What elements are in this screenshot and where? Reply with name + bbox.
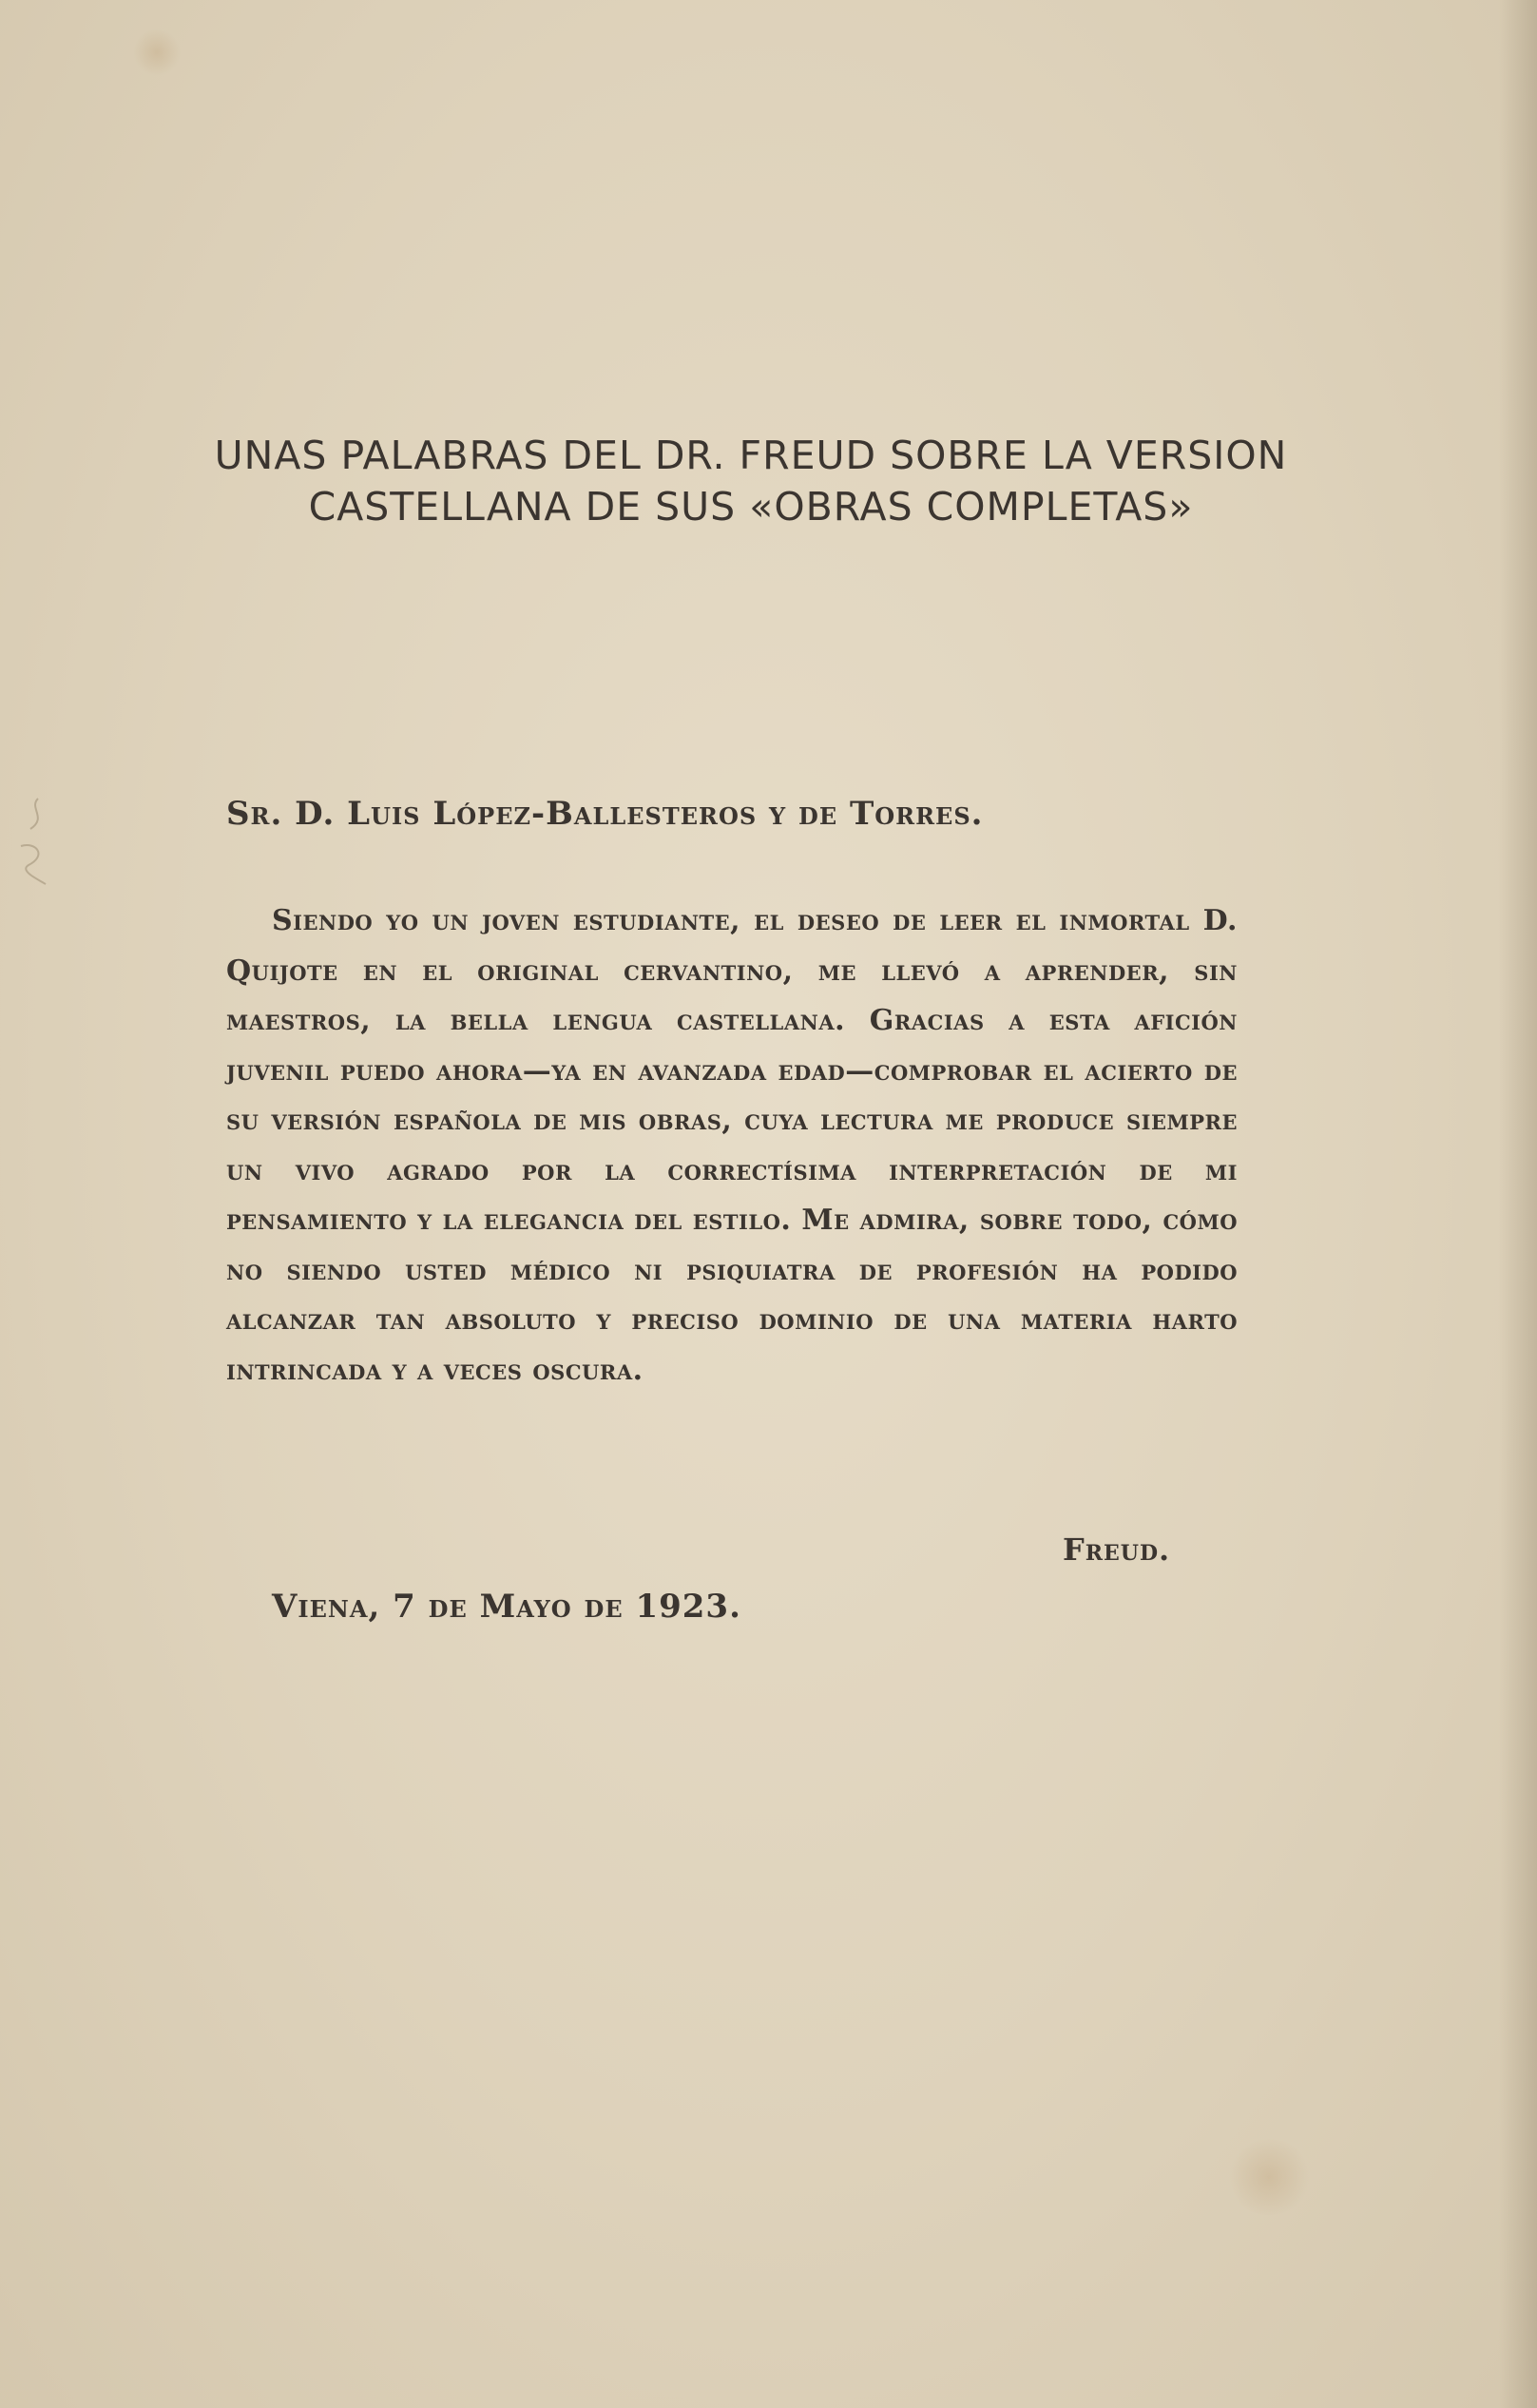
page-edge-shadow	[1499, 0, 1537, 2408]
salutation: Sr. D. Luis López-Ballesteros y de Torres.	[226, 795, 984, 833]
signature: Freud.	[1063, 1531, 1171, 1568]
letter-body: Siendo yo un joven estudiante, el deseo de leer el inmortal D. Quijote en el original cervantino, me llevó a aprender, sin maestros, la bella lengua castellana. Gracias a esta afición juvenil puedo ahora—ya en avanzada edad—comprobar el acierto de su versión española de mis obras, cuya lectura me produce siempre un vivo agrado por la correctísima interpretación de mi pensamiento y la elegancia del estilo. Me admira, sobre todo, cómo no siendo usted médico ni psiquiatra de profesión ha podido alcanzar tan absoluto y preciso dominio de una materia harto intrincada y a veces oscura.	[226, 904, 1238, 1387]
paper-stain	[1226, 2139, 1312, 2215]
pencil-margin-mark	[10, 789, 63, 894]
paper-stain	[133, 29, 181, 76]
document-title: UNAS PALABRAS DEL DR. FREUD SOBRE LA VERSION CASTELLANA DE SUS «OBRAS COMPLETAS»	[214, 433, 1288, 530]
place-and-date: Viena, 7 de Mayo de 1923.	[272, 1588, 741, 1626]
